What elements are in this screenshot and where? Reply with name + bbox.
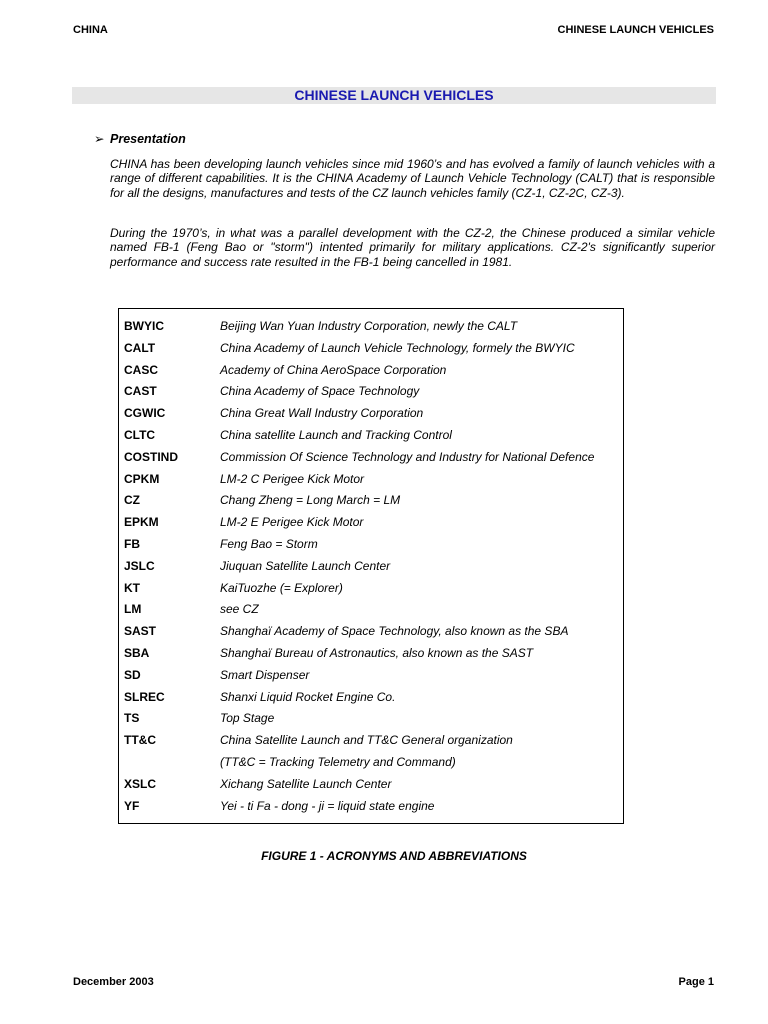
acronym-definition: Shanghaï Academy of Space Technology, also known as the SBA: [220, 624, 569, 639]
acronym-definition: Shanxi Liquid Rocket Engine Co.: [220, 689, 396, 704]
acronym-row: [124, 622, 620, 642]
acronym-code: EPKM: [124, 515, 159, 530]
footer-date: December 2003: [73, 976, 154, 988]
acronym-row: [124, 579, 620, 599]
acronym-definition: Beijing Wan Yuan Industry Corporation, newly the CALT: [220, 319, 518, 333]
acronym-row: [124, 317, 620, 337]
acronym-code: LM: [124, 602, 142, 617]
acronym-definition: (TT&C = Tracking Telemetry and Command): [220, 755, 456, 769]
footer-page-number: Page 1: [678, 976, 714, 988]
acronym-definition: Yei - ti Fa - dong - ji = liquid state engine: [220, 798, 435, 813]
acronym-code: SBA: [124, 646, 150, 660]
acronym-code: SD: [124, 667, 141, 682]
paragraph: During the 1970’s, in what was a parallel development with the CZ-2, the Chinese produced a similar vehicle named FB-1 (Feng Bao or "storm") intented primarily for military applications. CZ-2's significantly superior performance and success rate resulted in the FB-1 being cancelled in 1981.: [110, 226, 715, 269]
acronym-row: [124, 731, 620, 751]
acronym-definition: China Great Wall Industry Corporation: [220, 406, 424, 421]
acronym-row: [124, 535, 620, 555]
acronym-row: [124, 688, 620, 708]
acronym-row: [124, 666, 620, 686]
section-heading: [94, 131, 186, 146]
acronym-definition: China satellite Launch and Tracking Control: [220, 428, 452, 442]
acronym-row: [124, 382, 620, 402]
acronym-code: CASC: [124, 362, 159, 377]
acronym-row: [124, 753, 620, 773]
acronym-definition: Commission Of Science Technology and Industry for National Defence: [220, 449, 595, 464]
acronym-row: [124, 600, 620, 620]
section-heading-text: Presentation: [110, 132, 186, 146]
arrow-bullet-icon: ➢: [94, 132, 105, 146]
figure-caption: FIGURE 1 - ACRONYMS AND ABBREVIATIONS: [261, 849, 527, 863]
acronym-definition: China Academy of Launch Vehicle Technology, formely the BWYIC: [220, 340, 575, 355]
acronym-row: [124, 797, 620, 817]
page-title: CHINESE LAUNCH VEHICLES: [294, 87, 494, 103]
acronym-definition: see CZ: [220, 602, 259, 617]
acronym-row: [124, 709, 620, 729]
acronym-code: CLTC: [124, 428, 156, 442]
acronym-code: CAST: [124, 384, 157, 399]
acronym-code: FB: [124, 537, 140, 551]
paragraph: CHINA has been developing launch vehicles since mid 1960’s and has evolved a family of launch vehicles with a range of different capabilities. It is the CHINA Academy of Launch Vehicle Technology (CALT) that is responsible for all the designs, manufactures and tests of the CZ launch vehicles family (CZ-1, CZ-2C, CZ-3).: [110, 157, 715, 200]
acronym-definition: Chang Zheng = Long March = LM: [220, 493, 401, 508]
acronym-definition: Feng Bao = Storm: [220, 537, 318, 551]
acronym-row: [124, 775, 620, 795]
acronym-definition: KaiTuozhe (= Explorer): [220, 580, 343, 595]
acronym-row: [124, 448, 620, 468]
acronym-code: BWYIC: [124, 319, 164, 333]
acronym-row: [124, 513, 620, 533]
acronym-row: [124, 339, 620, 359]
acronym-code: XSLC: [124, 776, 157, 791]
acronym-definition: LM-2 E Perigee Kick Motor: [220, 515, 364, 530]
acronym-code: CGWIC: [124, 406, 166, 421]
acronym-code: KT: [124, 580, 140, 595]
acronym-code: CALT: [124, 340, 156, 355]
acronym-code: CZ: [124, 493, 140, 508]
acronym-definition: China Satellite Launch and TT&C General organization: [220, 733, 513, 748]
acronym-code: TS: [124, 711, 140, 726]
acronym-code: YF: [124, 798, 140, 813]
acronym-code: CPKM: [124, 471, 160, 486]
acronym-row: [124, 557, 620, 577]
acronym-table: [118, 308, 624, 824]
running-header-left: CHINA: [73, 24, 108, 36]
acronym-definition: Xichang Satellite Launch Center: [220, 776, 392, 791]
acronym-definition: Smart Dispenser: [220, 667, 310, 682]
acronym-code: TT&C: [124, 733, 156, 748]
acronym-code: SLREC: [124, 689, 165, 704]
acronym-row: [124, 361, 620, 381]
acronym-row: [124, 404, 620, 424]
acronym-code: SAST: [124, 624, 157, 639]
acronym-row: [124, 426, 620, 446]
acronym-row: [124, 491, 620, 511]
acronym-row: [124, 470, 620, 490]
acronym-definition: China Academy of Space Technology: [220, 384, 420, 399]
acronym-definition: Academy of China AeroSpace Corporation: [220, 362, 447, 377]
acronym-definition: Top Stage: [220, 711, 275, 726]
acronym-code: JSLC: [124, 558, 155, 573]
acronym-definition: Shanghaï Bureau of Astronautics, also known as the SAST: [220, 646, 534, 660]
running-header-right: CHINESE LAUNCH VEHICLES: [557, 24, 714, 36]
acronym-row: [124, 644, 620, 664]
acronym-definition: LM-2 C Perigee Kick Motor: [220, 471, 365, 486]
acronym-definition: Jiuquan Satellite Launch Center: [220, 558, 391, 573]
acronym-code: COSTIND: [124, 449, 178, 464]
